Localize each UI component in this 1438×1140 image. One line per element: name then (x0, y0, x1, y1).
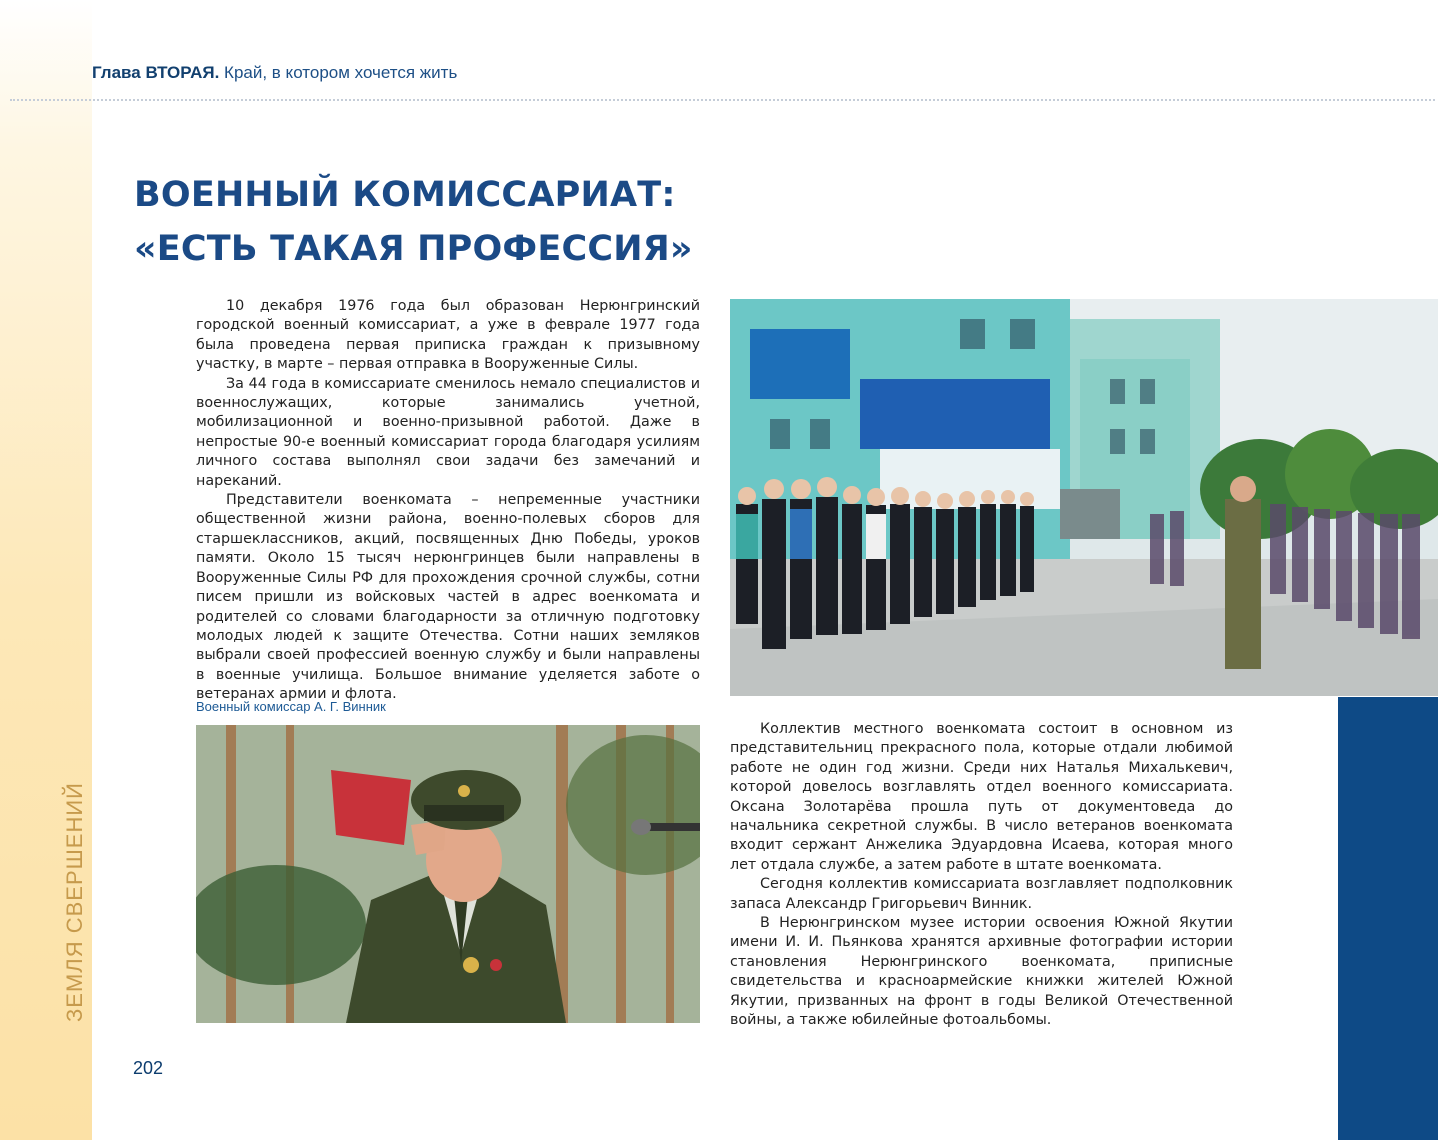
paragraph: Коллектив местного военкомата состоит в основном из представительниц прекрасного пола, которые отдали любимой работе не один год жизни. Среди них Наталья Михалькевич, которой довелось возглавлять отдел военного комиссариата. Оксана Золотарёва прошла путь от документоведа до начальника секретной службы. В число ветеранов военкомата входит сержант Анжелика Эдуардовна Исаева, которая много лет отдала службе, а затем работе в штате военкомата. (730, 721, 1233, 873)
header-divider (10, 99, 1435, 101)
paragraph: Представители военкомата – непременные участники общественной жизни района, военно-полевых сборов для старшеклассников, акций, посвященных Дню Победы, уроков памяти. Около 15 тысяч нерюнгринцев были направлены в Вооруженные Силы РФ для прохождения срочной службы, сотни писем пришли из войсковых частей в адрес военкомата и родителей со словами благодарности за отличную подготовку молодых людей к защите Отечества. Сотни наших земляков выбрали своей профессией военную службу и были направлены в военные училища. Большое внимание уделяется заботе о ветеранах армии и флота. (196, 492, 700, 703)
paragraph: В Нерюнгринском музее истории освоения Южной Якутии имени И. И. Пьянкова хранятся архивные фотографии истории становления Нерюнгринского военкомата, приписные свидетельства и красноармейские книжки жителей Южной Якутии, призванных на фронт в годы Великой Отечественной войны, а также юбилейные фотоальбомы. (730, 915, 1233, 1029)
left-text-column (196, 297, 700, 705)
photo-military-commissar (196, 725, 700, 1023)
right-text-column (730, 720, 1233, 1031)
chapter-title: Край, в котором хочется жить (219, 63, 458, 82)
page-number: 202 (133, 1058, 164, 1078)
article-title-line-2: «ЕСТЬ ТАКАЯ ПРОФЕССИЯ» (134, 229, 693, 269)
photo-conscripts-formation (730, 299, 1438, 696)
paragraph: 10 декабря 1976 года был образован Нерюнгринский городской военный комиссариат, а уже в феврале 1977 года была проведена первая приписка граждан к призывному участку, в марте – первая отправка в Вооруженные Силы. (196, 298, 700, 373)
running-header (92, 63, 457, 83)
chapter-label: Глава ВТОРАЯ. (92, 63, 220, 82)
photo-caption: Военный комиссар А. Г. Винник (196, 699, 386, 714)
decorative-blue-block (1338, 697, 1438, 1140)
section-vertical-label: ЗЕМЛЯ СВЕРШЕНИЙ (62, 782, 87, 1022)
paragraph: За 44 года в комиссариате сменилось немало специалистов и военнослужащих, которые занимались учетной, мобилизационной и военно-призывной работой. Даже в непростые 90-е военный комиссариат города благодаря усилиям личного состава выполнял свои задачи без замечаний и нареканий. (196, 375, 700, 489)
article-title (134, 168, 693, 276)
paragraph: Сегодня коллектив комиссариата возглавляет подполковник запаса Александр Григорьевич Винник. (730, 876, 1233, 912)
article-title-line-1: ВОЕННЫЙ КОМИССАРИАТ: (134, 175, 676, 215)
